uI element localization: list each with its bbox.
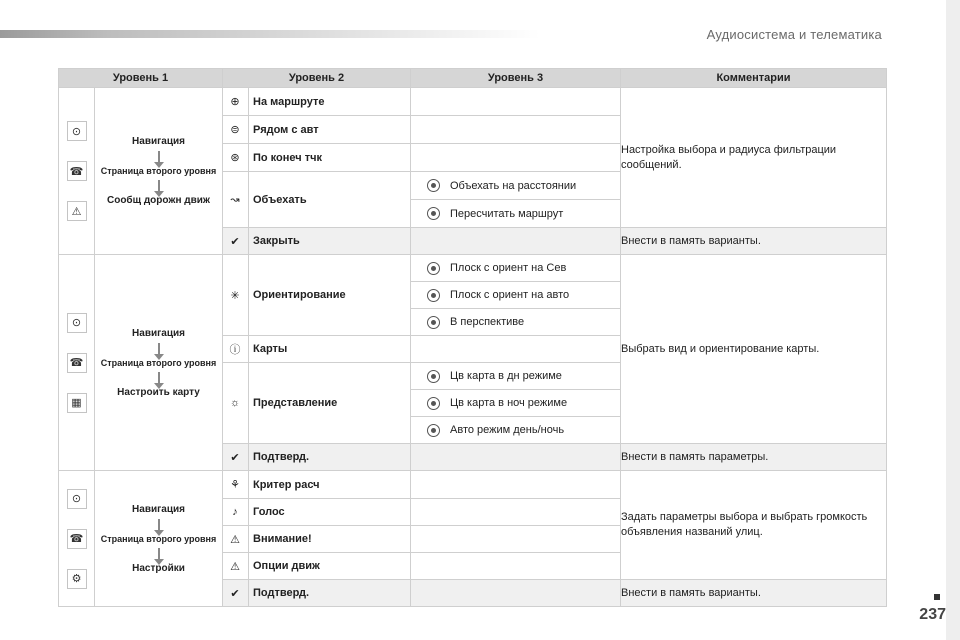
arrow-down-icon [158, 180, 160, 192]
level2-item[interactable]: На маршруте [253, 95, 325, 108]
level2-item[interactable]: Опции движ [253, 560, 320, 572]
phone-icon: ☎ [67, 161, 87, 181]
column-header: Комментарии [621, 69, 887, 88]
level1-page: Настройки [132, 562, 185, 574]
menu-table [58, 68, 887, 607]
arrow-down-icon [158, 343, 160, 355]
radio-icon [427, 207, 440, 220]
comment: Настройка выбора и радиуса фильтрации сообщений. [621, 88, 887, 228]
radio-icon [427, 289, 440, 302]
level2-item[interactable]: Представление [253, 397, 338, 409]
level2-item[interactable]: Подтверд. [253, 451, 310, 463]
level1-page: Сообщ дорожн движ [106, 195, 210, 206]
radio-icon [427, 316, 440, 329]
level1-path [95, 471, 223, 607]
level3-option[interactable]: Плоск с ориент на авто [411, 289, 620, 302]
comment: Выбрать вид и ориентирование карты. [621, 255, 887, 444]
level3-option[interactable]: Пересчитать маршрут [411, 207, 620, 220]
table-row [59, 471, 887, 499]
level1-icons [59, 255, 95, 471]
avoid-icon: ↝ [230, 194, 240, 206]
level2-item[interactable]: Критер расч [253, 478, 320, 491]
route-icon: ⊕ [230, 96, 240, 108]
level1-icons [59, 88, 95, 255]
daynight-icon: ☼ [229, 397, 241, 409]
warning-icon: ⚠ [230, 533, 240, 546]
radio-icon [427, 424, 440, 437]
level2-item[interactable]: Ориентирование [253, 289, 346, 301]
section-title: Аудиосистема и телематика [706, 27, 882, 42]
page-edge [946, 0, 960, 640]
check-icon: ✔ [230, 235, 240, 248]
level2-item[interactable]: Закрыть [253, 235, 300, 247]
table-row [59, 255, 887, 282]
arrow-down-icon [158, 548, 160, 560]
comment: Внести в память параметры. [621, 444, 887, 471]
check-icon: ✔ [230, 587, 240, 600]
table-row [59, 88, 887, 116]
arrow-down-icon [158, 519, 160, 531]
level3-option[interactable]: В перспективе [411, 316, 620, 329]
level1-path [95, 255, 223, 471]
level1-nav: Навигация [132, 503, 185, 515]
page-number: 237 [919, 606, 946, 623]
header-gradient-bar [0, 30, 540, 38]
level3-option[interactable]: Плоск с ориент на Сев [411, 262, 620, 275]
level1-icons [59, 471, 95, 607]
crosshair-icon: ⊙ [67, 489, 87, 509]
level1-sub: Страница второго уровня [100, 166, 217, 176]
traffic-icon: ⚠ [230, 560, 240, 573]
phone-icon: ☎ [67, 353, 87, 373]
table-header-row [59, 69, 887, 88]
column-header: Уровень 2 [223, 69, 411, 88]
nearby-icon: ⊜ [230, 124, 240, 136]
traffic-icon: ⚠ [67, 201, 87, 221]
destination-icon: ⊛ [230, 152, 240, 164]
map-grid-icon: ▦ [67, 393, 87, 413]
level2-item[interactable]: Карты [253, 343, 288, 355]
level3-option[interactable]: Цв карта в ноч режиме [411, 397, 620, 410]
level1-sub: Страница второго уровня [100, 533, 217, 544]
compass-icon: ✳ [230, 289, 240, 302]
comment: Внести в память варианты. [621, 580, 887, 607]
arrow-down-icon [158, 372, 160, 384]
level2-item[interactable]: Подтверд. [253, 587, 310, 599]
level1-path [95, 88, 223, 255]
radio-icon [427, 262, 440, 275]
level1-nav: Навигация [132, 136, 185, 147]
column-header: Уровень 3 [411, 69, 621, 88]
settings-icon: ⚙ [67, 569, 87, 589]
check-icon: ✔ [230, 451, 240, 464]
level3-option[interactable]: Цв карта в дн режиме [411, 370, 620, 383]
level1-nav: Навигация [132, 327, 185, 339]
comment: Задать параметры выбора и выбрать громкость объявления названий улиц. [621, 471, 887, 580]
radio-icon [427, 370, 440, 383]
level1-sub: Страница второго уровня [100, 357, 217, 368]
level3-option[interactable]: Объехать на расстоянии [411, 179, 620, 192]
radio-icon [427, 179, 440, 192]
column-header: Уровень 1 [59, 69, 223, 88]
voice-icon: ♪ [232, 506, 238, 518]
level2-item[interactable]: Рядом с авт [253, 123, 319, 136]
arrow-down-icon [158, 151, 160, 163]
info-icon: ⓘ [229, 344, 241, 356]
crosshair-icon: ⊙ [67, 121, 87, 141]
level3-option[interactable]: Авто режим день/ночь [411, 424, 620, 437]
criteria-icon: ⚘ [230, 479, 240, 491]
radio-icon [427, 397, 440, 410]
phone-icon: ☎ [67, 529, 87, 549]
level2-item[interactable]: По конеч тчк [253, 151, 322, 164]
level2-item[interactable]: Голос [253, 506, 285, 518]
page-marker [934, 594, 940, 600]
level1-page: Настроить карту [117, 386, 200, 398]
level2-item[interactable]: Внимание! [253, 533, 312, 545]
comment: Внести в память варианты. [621, 228, 887, 255]
crosshair-icon: ⊙ [67, 313, 87, 333]
level2-item[interactable]: Объехать [253, 193, 307, 206]
